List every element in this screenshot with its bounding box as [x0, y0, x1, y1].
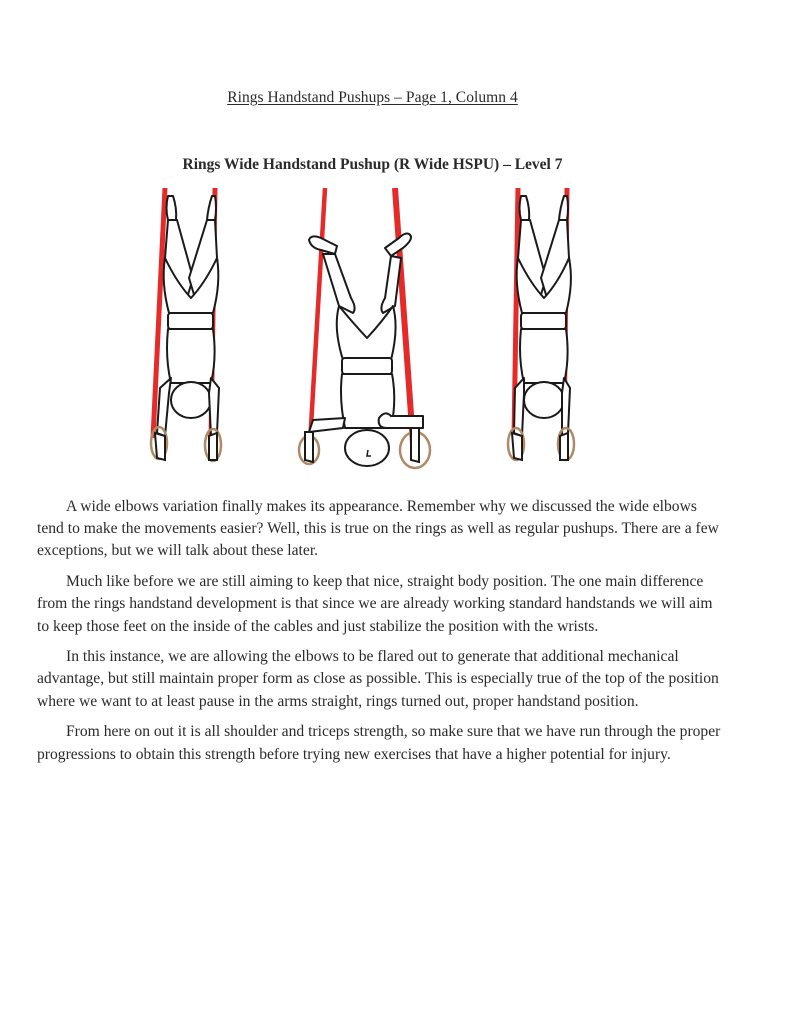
page-header: Rings Handstand Pushups – Page 1, Column 4 — [227, 89, 518, 106]
paragraph: From here on out it is all shoulder and triceps strength, so make sure that we have run through the proper progressions to obtain this strength before trying new exercises that have a higher potential for injury. — [37, 723, 721, 763]
paragraph: Much like before we are still aiming to keep that nice, straight body position. The one main difference from the rings handstand development is that since we are already working standard handstands we will aim to keep those feet on the inside of the cables and just stabilize the position with the wrists. — [37, 573, 713, 635]
strap-right — [395, 188, 413, 443]
arm-right — [379, 413, 423, 428]
foot-right — [207, 196, 216, 220]
leg-right — [381, 256, 401, 313]
hand-right — [560, 433, 568, 460]
arm-left — [309, 418, 345, 432]
torso — [167, 329, 215, 383]
hand-left — [305, 432, 313, 462]
handstand-bent-arms-icon — [295, 188, 445, 473]
body-text — [37, 496, 727, 774]
exercise-title: Rings Wide Handstand Pushup (R Wide HSPU) – Level 7 — [182, 156, 563, 173]
head — [171, 382, 211, 418]
figure-handstand-top-left — [135, 188, 230, 473]
thighs — [337, 306, 396, 360]
handstand-front-icon — [490, 188, 590, 473]
figure-wide-elbow-bottom — [295, 188, 445, 473]
belt — [342, 358, 392, 374]
foot-left — [520, 196, 530, 220]
hand-right — [411, 428, 419, 462]
foot-left — [167, 196, 177, 220]
belt — [168, 313, 213, 329]
arm-right — [209, 378, 219, 436]
leg-left — [323, 254, 355, 313]
torso — [520, 329, 568, 383]
handstand-front-icon — [135, 188, 230, 473]
figure-handstand-top-right — [490, 188, 590, 473]
foot-right — [559, 196, 568, 220]
paragraph: In this instance, we are allowing the elbows to be flared out to generate that additional mechanical advantage, but still maintain proper form as close as possible. This is especially true of the top of the position where we want to at least pause in the arms straight, rings turned out, proper handstand position. — [37, 648, 719, 710]
hand-left — [512, 433, 522, 460]
strap-left — [310, 188, 325, 443]
paragraph: A wide elbows variation finally makes its appearance. Remember why we discussed the wide elbows tend to make the movements easier? Well, this is true on the rings as well as regular pushups. There are a few exceptions, but we will talk about these later. — [37, 498, 719, 560]
belt — [521, 313, 566, 329]
foot-left — [309, 236, 337, 254]
hand-left — [155, 433, 165, 460]
hand-right — [209, 433, 217, 460]
head — [345, 430, 389, 466]
head — [524, 382, 564, 418]
